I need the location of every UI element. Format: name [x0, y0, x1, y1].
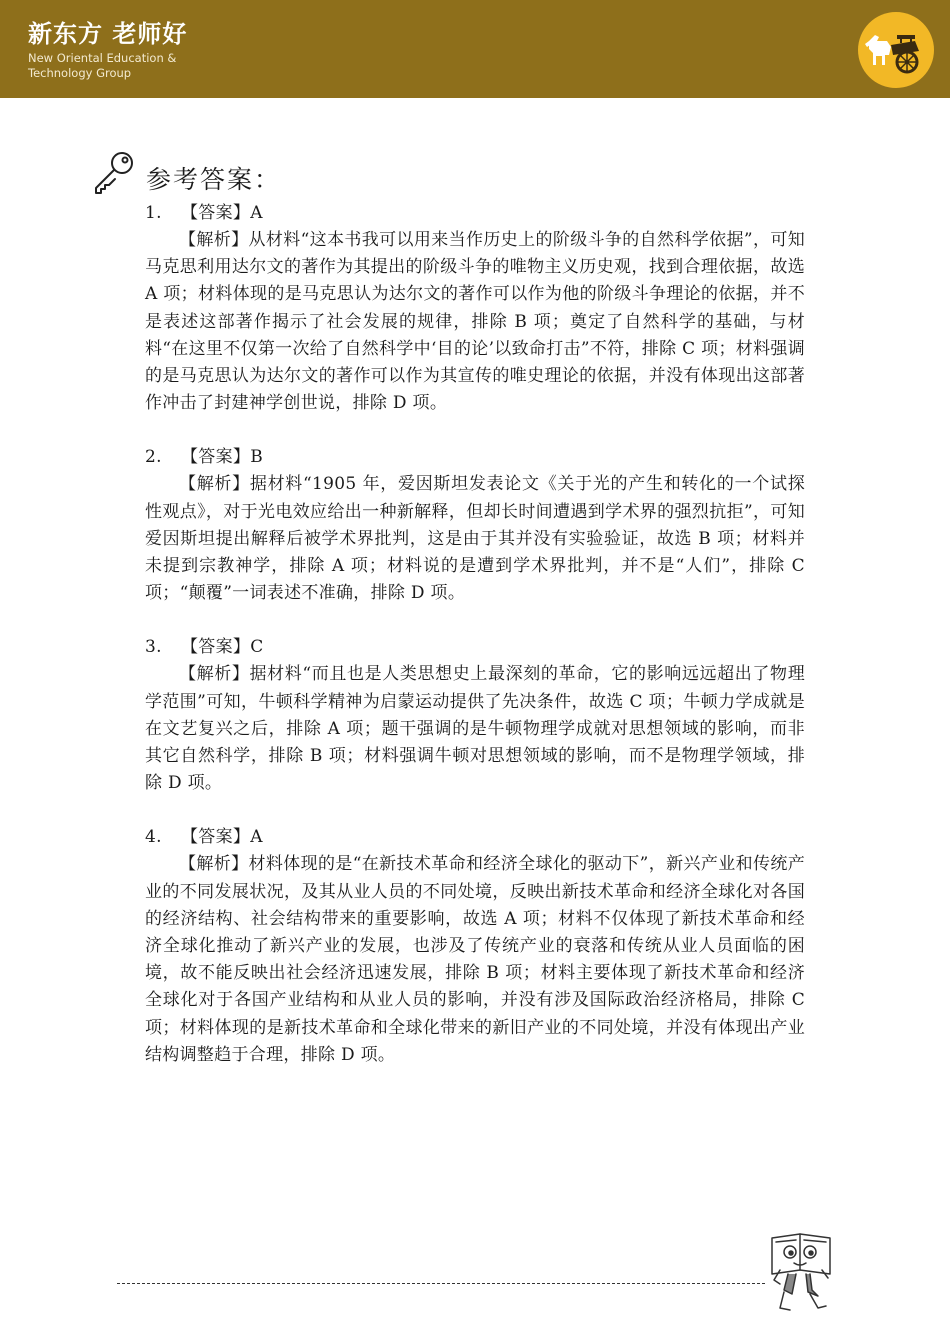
question-block-2 — [145, 444, 805, 607]
answers-list — [145, 200, 805, 1096]
question-number: 3. — [145, 637, 162, 658]
brand-name-cn: 新东方 老师好 — [28, 20, 188, 48]
key-icon — [90, 150, 136, 196]
question-block-4 — [145, 824, 805, 1069]
question-number: 2. — [145, 447, 162, 468]
analysis-text: 【解析】从材料“这本书我可以用来当作历史上的阶级斗争的自然科学依据”，可知马克思利用达尔文的著作为其提出的阶级斗争的唯物主义历史观，找到合理依据，故选 A 项；材料体现的是马克思认为达尔文的著作可以作为他的阶级斗争理论的依据，并不是表述这部著作揭示了社会发展的规律，排除 B 项；奠定了自然科学的基础，与材料“在这里不仅第一次给了自然科学中‘目的论’以致命打击”不符，排除 C 项；材料强调的是马克思认为达尔文的著作可以作为其宣传的唯史理论的依据，并没有体现出这部著作冲击了封建神学创世说，排除 D 项。 — [145, 230, 805, 414]
analysis-text: 【解析】据材料“1905 年，爱因斯坦发表论文《关于光的产生和转化的一个试探性观点》，对于光电效应给出一种新解释，但却长时间遭遇到学术界的强烈抗拒”，可知爱因斯坦提出解释后被学术界批判，这是由于其并没有实验验证，故选 B 项；材料并未提到宗教神学，排除 A 项；材料说的是遭到学术界批判，并不是“人们”，排除 C 项；“颠覆”一词表述不准确，排除 D 项。 — [145, 474, 805, 604]
analysis-text: 【解析】据材料“而且也是人类思想史上最深刻的革命，它的影响远远超出了物理学范围”可知，牛顿科学精神为启蒙运动提供了先决条件，故选 C 项；牛顿力学成就是在文艺复兴之后，排除 A 项；题干强调的是牛顿物理学成就对思想领域的影响，而非其它自然科学，排除 B 项；材料强调牛顿对思想领域的影响，而不是物理学领域，排除 D 项。 — [145, 664, 805, 794]
horse-carriage-logo-icon — [857, 11, 935, 89]
question-number: 1. — [145, 203, 162, 223]
answer-line — [145, 634, 805, 661]
brand-name-en: New Oriental Education & Technology Group — [28, 51, 177, 80]
question-block-1 — [145, 200, 805, 417]
answer-label: 【答案】B — [181, 447, 263, 468]
analysis-text: 【解析】材料体现的是“在新技术革命和经济全球化的驱动下”，新兴产业和传统产业的不同发展状况，及其从业人员的不同处境，反映出新技术革命和经济全球化对各国的经济结构、社会结构带来的重要影响，故选 A 项；材料不仅体现了新技术革命和经济全球化推动了新兴产业的发展，也涉及了传统产业的衰落和传统从业人员面临的困境，故不能反映出社会经济迅速发展，排除 B 项；材料主要体现了新技术革命和经济全球化对于各国产业结构和从业人员的影响，并没有涉及国际政治经济格局，排除 C 项；材料体现的是新技术革命和全球化带来的新旧产业的不同处境，并没有体现出产业结构调整趋于合理，排除 D 项。 — [145, 854, 805, 1065]
question-number: 4. — [145, 827, 162, 848]
page-header — [0, 0, 950, 98]
answer-label: 【答案】C — [181, 637, 264, 658]
page-title: 参考答案： — [146, 165, 282, 194]
book-mascot-icon — [766, 1230, 836, 1316]
footer-divider — [117, 1283, 765, 1284]
answer-line — [145, 824, 805, 851]
answer-line — [145, 444, 805, 471]
answer-label: 【答案】A — [181, 203, 263, 223]
answer-line — [145, 200, 805, 227]
answer-label: 【答案】A — [181, 827, 263, 848]
question-block-3 — [145, 634, 805, 797]
